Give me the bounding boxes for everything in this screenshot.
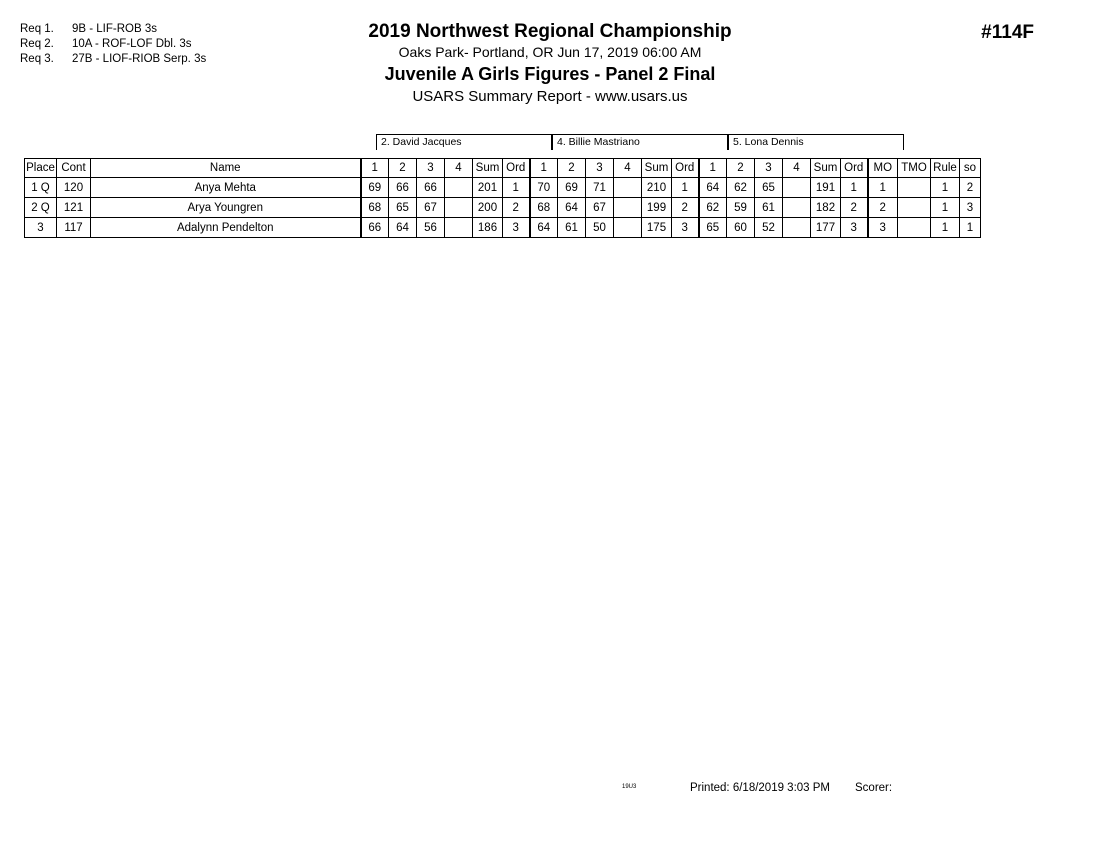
event-title: Juvenile A Girls Figures - Panel 2 Final	[384, 64, 716, 84]
cell-name: Arya Youngren	[91, 198, 361, 218]
col-j2-score-1: 1	[530, 159, 558, 178]
col-j1-sum: Sum	[473, 159, 503, 178]
event-number: #114F	[981, 22, 1034, 43]
cell-j2-s1: 70	[530, 178, 558, 198]
col-j3-score-1: 1	[699, 159, 727, 178]
cell-j2-s2: 69	[558, 178, 586, 198]
scorer-label: Scorer:	[855, 782, 893, 794]
cell-j1-ord: 3	[503, 218, 530, 238]
competition-title: 2019 Northwest Regional Championship	[368, 21, 732, 42]
cell-place: 2 Q	[25, 198, 57, 218]
cell-tmo	[898, 178, 931, 198]
cell-j2-s4	[614, 218, 642, 238]
cell-j3-s4	[783, 178, 811, 198]
requirement-text: 27B - LIOF-RIOB Serp. 3s	[72, 53, 207, 65]
cell-j1-s2: 66	[389, 178, 417, 198]
cell-j2-s2: 61	[558, 218, 586, 238]
cell-mo: 1	[868, 178, 898, 198]
cell-mo: 2	[868, 198, 898, 218]
cell-j2-sum: 199	[642, 198, 672, 218]
cell-j1-s1: 66	[361, 218, 389, 238]
cell-mo: 3	[868, 218, 898, 238]
col-j3-ord: Ord	[841, 159, 868, 178]
cell-rule: 1	[931, 218, 960, 238]
cell-j2-s4	[614, 198, 642, 218]
cell-name: Anya Mehta	[91, 178, 361, 198]
results-table	[24, 158, 981, 238]
col-j1-score-3: 3	[417, 159, 445, 178]
col-rule: Rule	[931, 159, 960, 178]
footer-code: 19U3	[622, 784, 637, 790]
cell-j1-s1: 69	[361, 178, 389, 198]
cell-j1-sum: 186	[473, 218, 503, 238]
cell-j1-s4	[445, 218, 473, 238]
cell-j1-s1: 68	[361, 198, 389, 218]
cell-j2-sum: 175	[642, 218, 672, 238]
cell-j3-s3: 61	[755, 198, 783, 218]
organization-line: USARS Summary Report - www.usars.us	[412, 88, 688, 105]
requirement-label: Req 2.	[20, 38, 54, 50]
col-j1-ord: Ord	[503, 159, 530, 178]
table-header-row	[25, 159, 981, 178]
cell-j3-s1: 62	[699, 198, 727, 218]
cell-name: Adalynn Pendelton	[91, 218, 361, 238]
cell-j3-s4	[783, 198, 811, 218]
col-j2-score-2: 2	[558, 159, 586, 178]
cell-j1-ord: 1	[503, 178, 530, 198]
requirement-text: 9B - LIF-ROB 3s	[72, 23, 157, 35]
cell-j2-s2: 64	[558, 198, 586, 218]
col-j3-score-2: 2	[727, 159, 755, 178]
cell-tmo	[898, 218, 931, 238]
judge-panel-3-label: 5. Lona Dennis	[728, 134, 904, 150]
report-header	[0, 20, 1100, 107]
cell-j3-s3: 65	[755, 178, 783, 198]
cell-j3-sum: 177	[811, 218, 841, 238]
cell-place: 3	[25, 218, 57, 238]
cell-j3-ord: 3	[841, 218, 868, 238]
cell-j2-ord: 1	[672, 178, 699, 198]
requirement-label: Req 3.	[20, 53, 54, 65]
cell-j3-s2: 60	[727, 218, 755, 238]
cell-j1-s4	[445, 198, 473, 218]
cell-j3-s2: 59	[727, 198, 755, 218]
cell-j1-ord: 2	[503, 198, 530, 218]
col-j3-sum: Sum	[811, 159, 841, 178]
printed-timestamp: Printed: 6/18/2019 3:03 PM	[690, 782, 831, 794]
cell-j3-sum: 182	[811, 198, 841, 218]
cell-cont: 121	[57, 198, 91, 218]
cell-rule: 1	[931, 198, 960, 218]
requirement-label: Req 1.	[20, 23, 54, 35]
requirement-text: 10A - ROF-LOF Dbl. 3s	[72, 38, 192, 50]
col-j1-score-4: 4	[445, 159, 473, 178]
cell-j3-ord: 2	[841, 198, 868, 218]
col-j3-score-4: 4	[783, 159, 811, 178]
cell-so: 2	[960, 178, 981, 198]
cell-so: 1	[960, 218, 981, 238]
table-row	[25, 198, 981, 218]
cell-j1-s2: 64	[389, 218, 417, 238]
col-j2-sum: Sum	[642, 159, 672, 178]
cell-cont: 117	[57, 218, 91, 238]
cell-j1-s4	[445, 178, 473, 198]
col-j2-ord: Ord	[672, 159, 699, 178]
col-j1-score-1: 1	[361, 159, 389, 178]
judge-header-band	[24, 134, 1036, 150]
col-j3-score-3: 3	[755, 159, 783, 178]
judge-panel-2-label: 4. Billie Mastriano	[552, 134, 728, 150]
col-j2-score-3: 3	[586, 159, 614, 178]
cell-tmo	[898, 198, 931, 218]
cell-j3-s1: 64	[699, 178, 727, 198]
cell-j2-s3: 67	[586, 198, 614, 218]
col-so: so	[960, 159, 981, 178]
table-row	[25, 178, 981, 198]
cell-so: 3	[960, 198, 981, 218]
col-j1-score-2: 2	[389, 159, 417, 178]
venue-and-date: Oaks Park- Portland, OR Jun 17, 2019 06:00 AM	[398, 44, 702, 60]
judge-panel-1-label: 2. David Jacques	[376, 134, 552, 150]
cell-j3-s1: 65	[699, 218, 727, 238]
cell-j1-sum: 200	[473, 198, 503, 218]
col-j2-score-4: 4	[614, 159, 642, 178]
cell-j2-s4	[614, 178, 642, 198]
cell-j3-ord: 1	[841, 178, 868, 198]
cell-j2-ord: 2	[672, 198, 699, 218]
cell-j2-ord: 3	[672, 218, 699, 238]
cell-cont: 120	[57, 178, 91, 198]
cell-j3-s3: 52	[755, 218, 783, 238]
cell-j1-s3: 67	[417, 198, 445, 218]
col-tmo: TMO	[898, 159, 931, 178]
cell-j3-sum: 191	[811, 178, 841, 198]
cell-rule: 1	[931, 178, 960, 198]
cell-j2-sum: 210	[642, 178, 672, 198]
col-mo: MO	[868, 159, 898, 178]
cell-j1-s3: 66	[417, 178, 445, 198]
cell-j2-s3: 71	[586, 178, 614, 198]
cell-place: 1 Q	[25, 178, 57, 198]
cell-j1-s2: 65	[389, 198, 417, 218]
table-row	[25, 218, 981, 238]
cell-j2-s1: 68	[530, 198, 558, 218]
cell-j3-s2: 62	[727, 178, 755, 198]
col-cont: Cont	[57, 159, 91, 178]
cell-j3-s4	[783, 218, 811, 238]
col-place: Place	[25, 159, 57, 178]
cell-j1-s3: 56	[417, 218, 445, 238]
cell-j2-s1: 64	[530, 218, 558, 238]
cell-j2-s3: 50	[586, 218, 614, 238]
col-name: Name	[91, 159, 361, 178]
cell-j1-sum: 201	[473, 178, 503, 198]
